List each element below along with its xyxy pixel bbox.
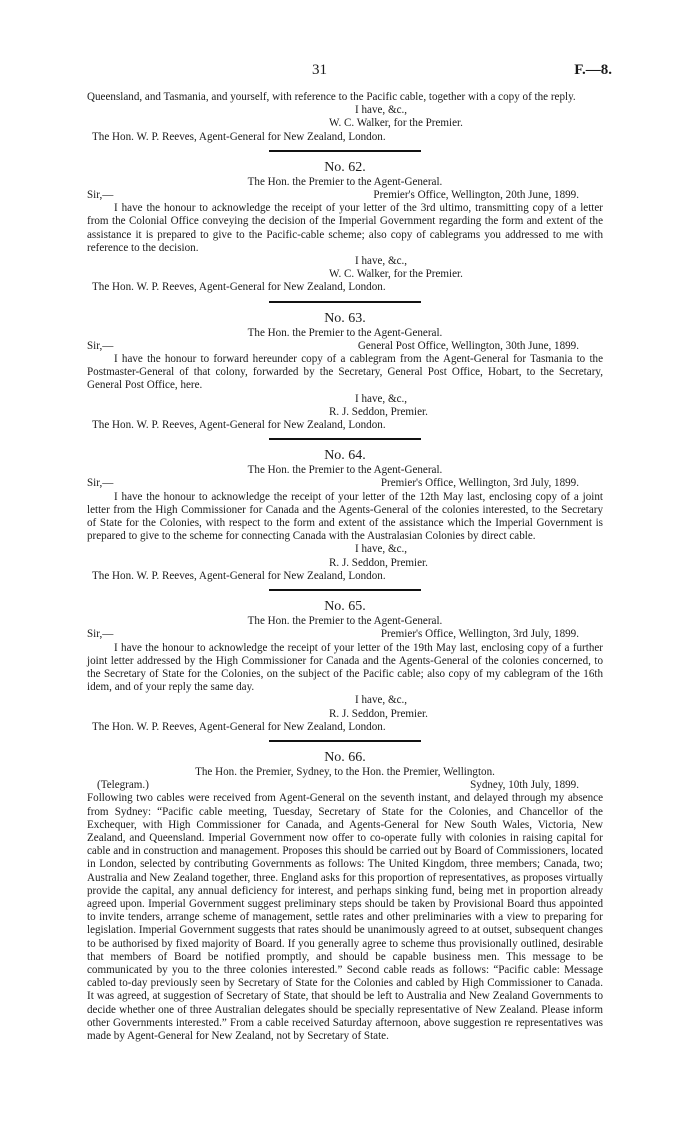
letter-address: The Hon. W. P. Reeves, Agent-General for New Zealand, London. — [92, 281, 386, 294]
letter-heading: The Hon. the Premier to the Agent-General. — [247, 464, 443, 477]
telegram-label: (Telegram.) — [97, 779, 149, 792]
letter-body: I have the honour to forward hereunder copy of a cablegram from the Agent-General for Tasmania to the Postmaster-General of that colony, forwarded by the Secretary, General Post Office, Hobart, to the Secretary, General Post Office, here. — [87, 353, 603, 392]
letter-address: The Hon. W. P. Reeves, Agent-General for New Zealand, London. — [92, 720, 386, 733]
paper-code: F.—8. — [574, 62, 612, 78]
letter-heading: The Hon. the Premier to the Agent-General. — [247, 175, 443, 188]
letter-closing: I have, &c., — [355, 543, 408, 556]
letter-dateline — [87, 628, 603, 641]
section-rule — [269, 301, 421, 303]
letter-place-date: Premier's Office, Wellington, 3rd July, 1899. — [380, 628, 579, 641]
letter-address: The Hon. W. P. Reeves, Agent-General for New Zealand, London. — [92, 569, 386, 582]
page-header — [0, 62, 700, 82]
letter-dateline — [87, 477, 603, 490]
letter-place-date: General Post Office, Wellington, 30th June, 1899. — [357, 339, 579, 352]
letter-address: The Hon. W. P. Reeves, Agent-General for New Zealand, London. — [92, 419, 386, 432]
letter-dateline — [87, 340, 603, 353]
intro-signature: W. C. Walker, for the Premier. — [329, 117, 463, 130]
telegram-body: Following two cables were received from Agent-General on the seventh instant, and delayed through my absence from Sydney: “Pacific cable meeting, Tuesday, Secretary of State for the Colonies, and Chancellor of the Exchequer, with High Commissioner for Canada, and Agents-General for New South Wales, Victoria, New Zealand, and Queensland. Imperial Government now offer to co-operate fully with colonies in raising capital for cable and in construction and management. Proposes this should be carried out by Board of Commissioners, located in London, selected by contributing Governments as follows: The United Kingdom, three members; Canada, two; Australia and New Zealand together, three. England asks for this proportion of representatives, as proposes virtually provide the capital, any annual deficiency for interest, and perhaps sinking fund, being met in proportion already agreed upon. Imperial Government suggest preliminary steps should be taken by Provisional Board thus appointed to invite tenders, arrange scheme of management, settle rates and other preliminaries with a view to preparing for legislation. Imperial Government suggests that rates should be unanimously agreed to at outset, subsequent changes to be authorised by fixed majority of Board. If you generally agree to scheme thus provisionally outlined, desirable that members of Board be notified promptly, and should be capable business men. This message to be communicated by you to the three colonies interested.” Second cable reads as follows: “Pacific cable: Message cabled to-day previously seen by Secretary of State for the Colonies and cabled by High Commissioner to Canada. It was agreed, at suggestion of Secretary of State, that should be left to Australia and New Zealand Governments to decide whether one of three Australian delegates should be specially representative of New Zealand. Please inform other Governments interested.” From a cable received Saturday afternoon, above suggestion re representatives was made by Agent-General for New Zealand, not by Secretary of State. — [87, 792, 603, 1042]
letter-salutation: Sir,— — [87, 628, 114, 641]
document-body — [87, 91, 603, 1043]
letter-signature: R. J. Seddon, Premier. — [329, 556, 428, 569]
telegram-dateline — [87, 779, 603, 792]
section-rule — [269, 150, 421, 152]
letter-signature: R. J. Seddon, Premier. — [329, 707, 428, 720]
telegram-place-date: Sydney, 10th July, 1899. — [470, 779, 579, 792]
letter-salutation: Sir,— — [87, 477, 114, 490]
letter-salutation: Sir,— — [87, 339, 114, 352]
letter-number: No. 65. — [324, 599, 366, 615]
letter-place-date: Premier's Office, Wellington, 3rd July, 1899. — [380, 477, 579, 490]
letter-dateline — [87, 189, 603, 202]
page-number: 31 — [312, 62, 327, 78]
telegram-number: No. 66. — [324, 749, 366, 765]
letter-place-date: Premier's Office, Wellington, 20th June, 1899. — [373, 189, 579, 202]
letter-closing: I have, &c., — [355, 392, 408, 405]
letter-body: I have the honour to acknowledge the receipt of your letter of the 19th May last, enclosing copy of a further joint letter addressed by the High Commissioner for Canada and the Agents-General of the colonies concerned, to the Secretary of State for the Colonies, on the subject of the Pacific cable; also copy of my cablegram of the 16th idem, and of your reply the same day. — [87, 641, 603, 694]
letter-closing: I have, &c., — [355, 694, 408, 707]
letter-closing: I have, &c., — [355, 255, 408, 268]
letter-heading: The Hon. the Premier to the Agent-General. — [247, 326, 443, 339]
letter-body: I have the honour to acknowledge the receipt of your letter of the 3rd ultimo, transmitting copy of a letter from the Colonial Office conveying the decision of the Imperial Government regarding the form and extent of the assistance it is prepared to give to the Pacific-cable scheme; also copy of cablegrams you addressed to me with reference to the decision. — [87, 202, 603, 254]
letter-number: No. 63. — [324, 310, 366, 326]
letter-salutation: Sir,— — [87, 189, 114, 202]
intro-text: Queensland, and Tasmania, and yourself, with reference to the Pacific cable, together with a copy of the reply. — [87, 91, 576, 103]
letter-body: I have the honour to acknowledge the receipt of your letter of the 12th May last, enclosing copy of a joint letter from the High Commissioner for Canada and the Agents-General of the colonies interested, to the Secretary of State for the Colonies, with respect to the form and extent of the assistance which the Imperial Government is prepared to give to the scheme for connecting Canada with the Australasian Colonies by direct cable. — [87, 490, 603, 543]
letter-number: No. 64. — [324, 448, 366, 464]
letter-signature: W. C. Walker, for the Premier. — [329, 268, 463, 281]
section-rule — [269, 589, 421, 591]
section-rule — [269, 438, 421, 440]
telegram-heading: The Hon. the Premier, Sydney, to the Hon. the Premier, Wellington. — [195, 765, 495, 778]
intro-closing: I have, &c., — [355, 104, 408, 117]
letter-heading: The Hon. the Premier to the Agent-General. — [247, 615, 443, 628]
letter-number: No. 62. — [324, 159, 366, 175]
letter-signature: R. J. Seddon, Premier. — [329, 405, 428, 418]
section-rule — [269, 740, 421, 742]
intro-address: The Hon. W. P. Reeves, Agent-General for New Zealand, London. — [92, 130, 386, 143]
